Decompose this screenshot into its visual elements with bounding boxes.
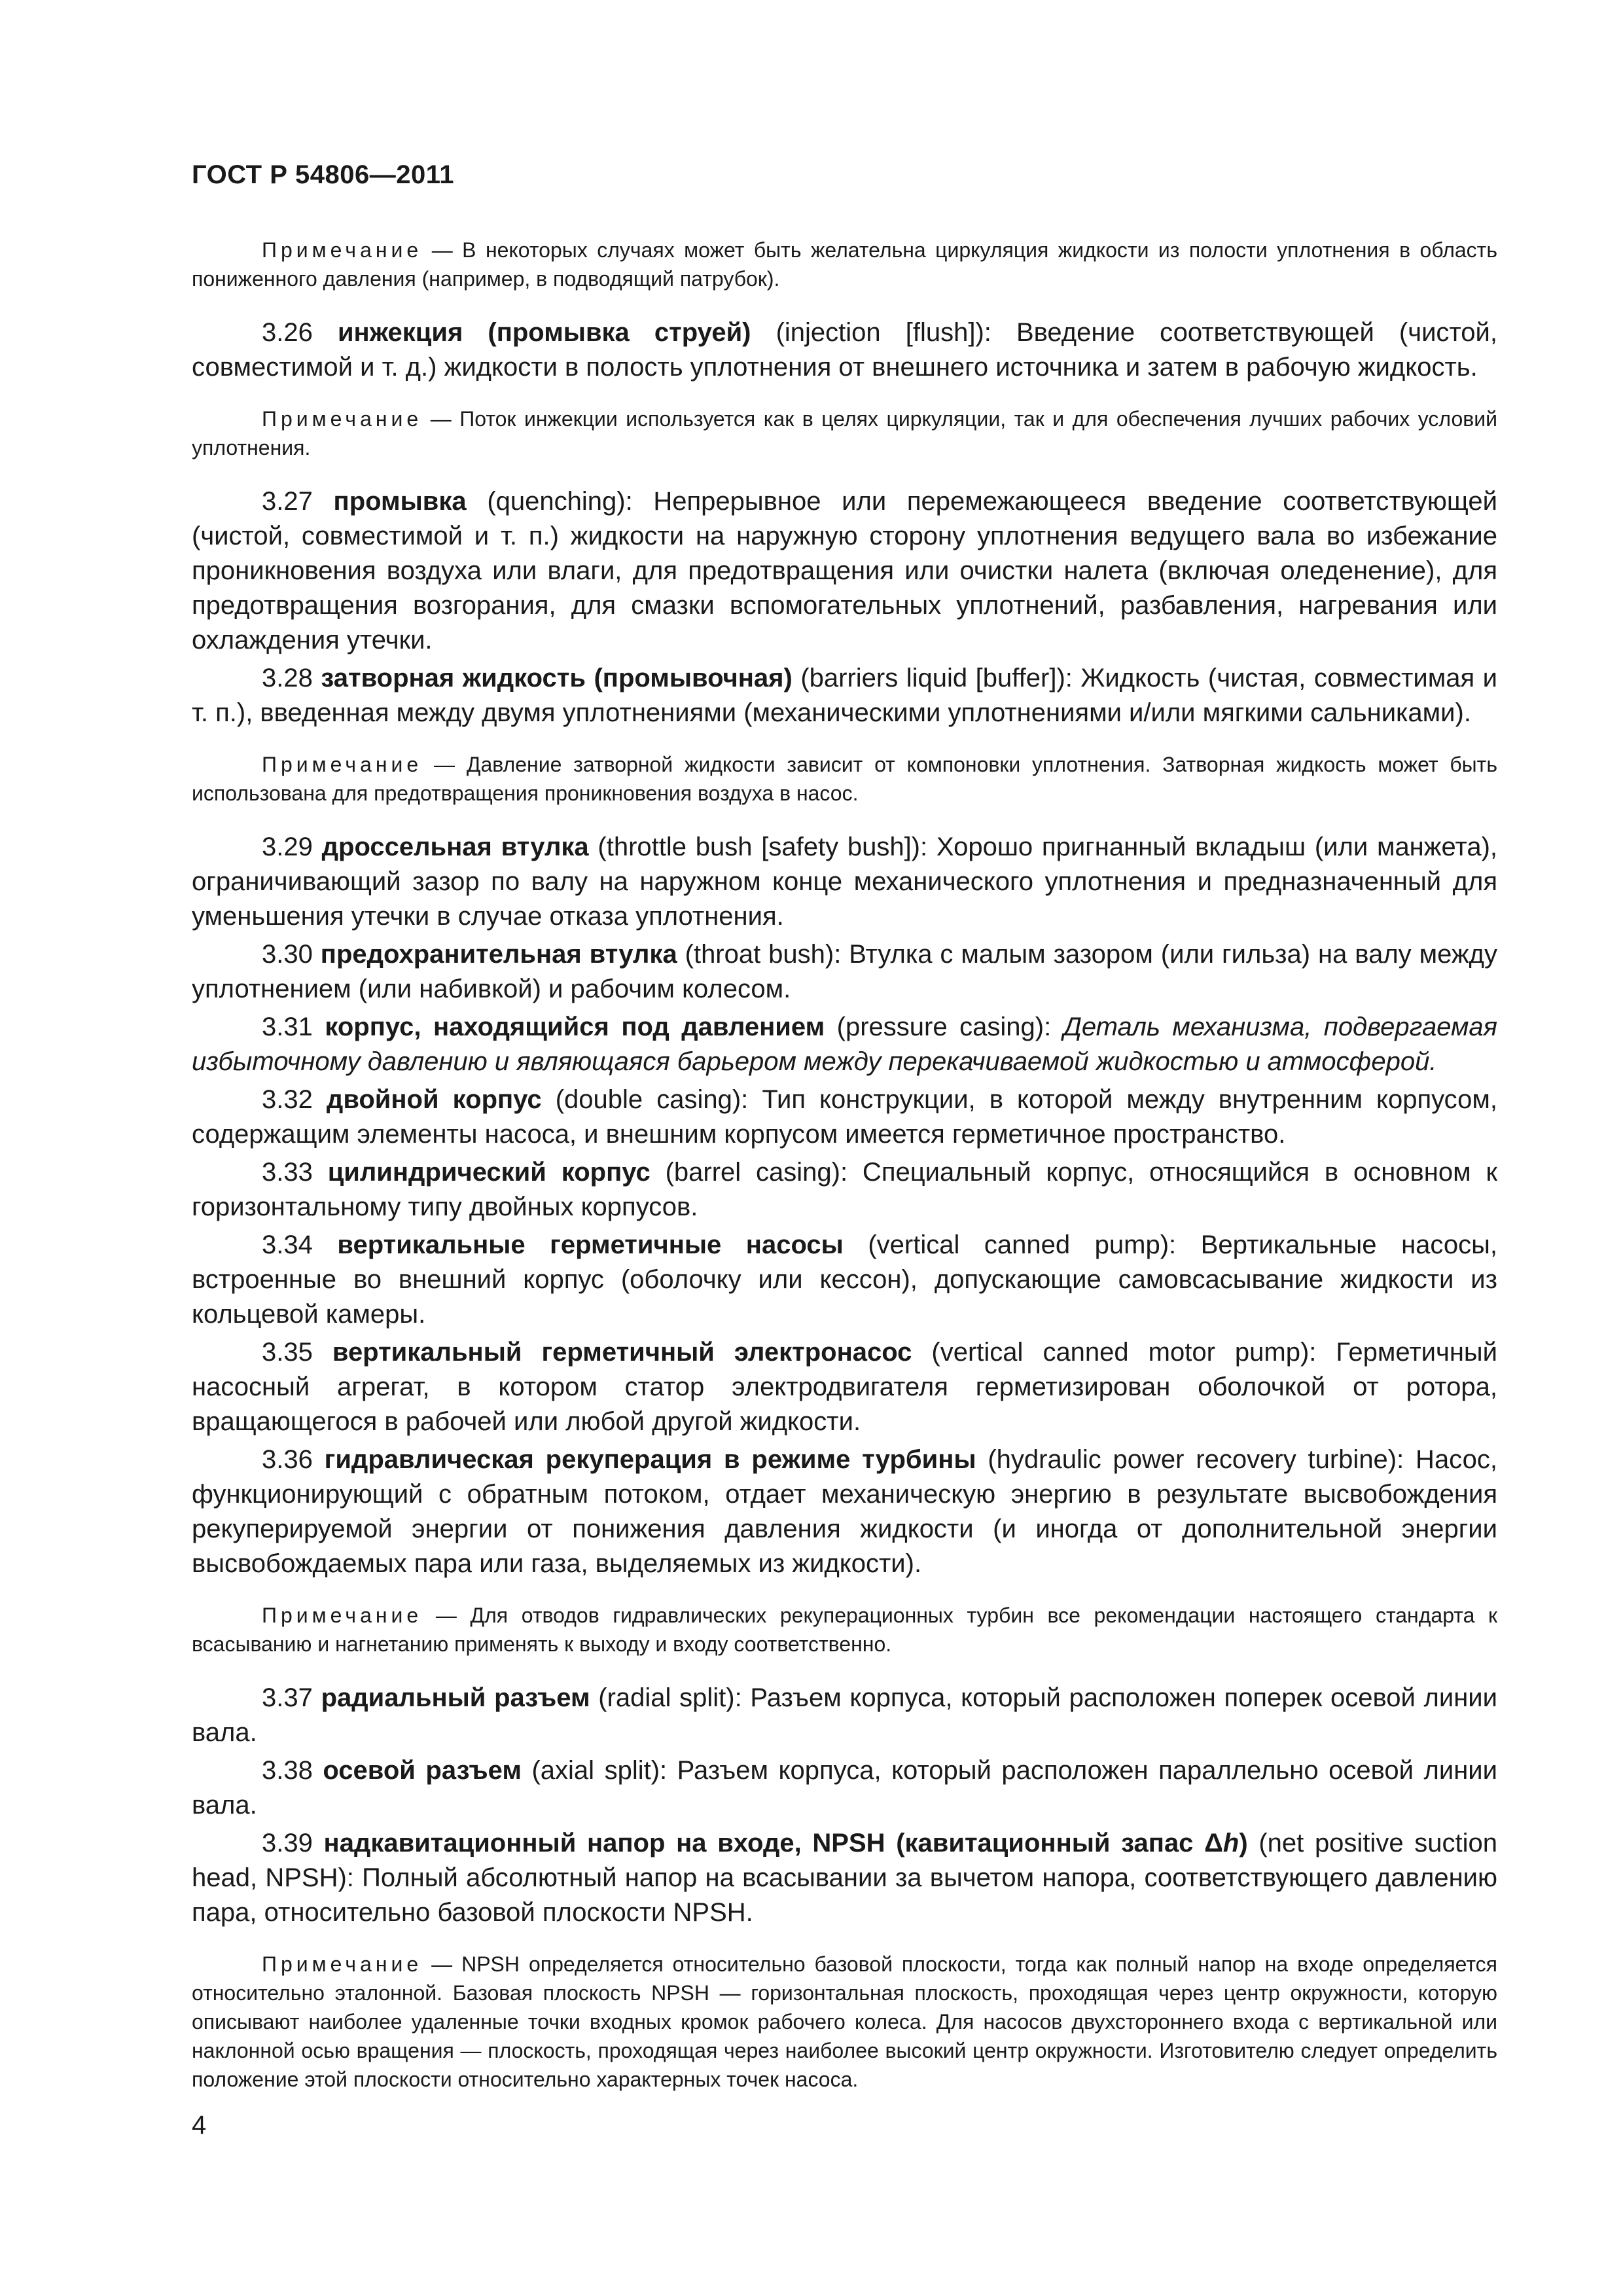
note-paragraph [192,750,1497,808]
term-number: 3.37 [262,1683,313,1712]
term-definition: (hydraulic power recovery turbine): Насос, функционирующий с обратным потоком, отдает механическую энергию в результате высвобождения рекуперируемой энергии от понижения давления жидкости (и иногда от дополнительной энергии высвобождаемых пара или газа, выделяемых из жидкости). [192,1445,1497,1578]
term-name: цилиндрический корпус [327,1158,651,1187]
note-text: — Поток инжекции используется как в целях циркуляции, так и для обеспечения лучших рабочих условий уплотнения. [192,407,1498,459]
term-3-26 [192,315,1497,385]
term-name: затворная жидкость (промывочная) [321,664,793,692]
term-number: 3.26 [262,318,313,347]
term-3-28 [192,661,1497,730]
term-number: 3.33 [262,1158,313,1187]
note-text: — NPSH определяется относительно базовой плоскости, тогда как полный напор на входе определяется относительно эталонной. Базовая плоскость NPSH — горизонтальная плоскость, проходящая через центр окружности, которую описывают наиболее удаленные точки входных кромок рабочего колеса. Для насосов двухстороннего входа с вертикальной или наклонной осью вращения — плоскость, проходящая через наиболее высокий центр окружности. Изготовителю следует определить положение этой плоскости относительно характерных точек насоса. [192,1952,1497,2091]
term-definition: (throttle bush [safety bush]): Хорошо пригнанный вкладыш (или манжета), ограничивающий зазор по валу на наружном конце механического уплотнения и предназначенный для уменьшения утечки в случае отказа уплотнения. [192,833,1498,931]
term-number: 3.35 [262,1338,313,1367]
term-name: вертикальные герметичные насосы [337,1230,844,1259]
term-name: двойной корпус [326,1085,542,1114]
term-name-end: ) [1239,1829,1248,1857]
term-number: 3.36 [262,1445,313,1474]
term-number: 3.28 [262,664,313,692]
note-paragraph [192,1950,1497,2094]
term-number: 3.39 [262,1829,313,1857]
term-name: предохранительная втулка [320,940,677,969]
term-definition: (vertical canned pump): Вертикальные насосы, встроенные во внешний корпус (оболочку или кессон), допускающие самовсасывание жидкости из кольцевой камеры. [192,1230,1497,1329]
note-label: Примечание [262,1952,423,1976]
term-definition: (injection [flush]): Введение соответствующей (чистой, совместимой и т. д.) жидкости в полость уплотнения от внешнего источника и затем в рабочую жидкость. [192,318,1497,382]
term-name: корпус, находящийся под давлением [325,1013,825,1041]
term-3-34 [192,1228,1497,1332]
page-content [192,236,1497,2116]
term-number: 3.27 [262,487,313,516]
term-name: промывка [333,487,467,516]
note-paragraph [192,1601,1497,1659]
term-3-35 [192,1335,1497,1439]
term-3-38 [192,1753,1497,1823]
note-text: — Для отводов гидравлических рекуперационных турбин все рекомендации настоящего стандарта к всасыванию и нагнетанию применять к выходу и входу соответственно. [192,1604,1498,1656]
note-text: — Давление затворной жидкости зависит от компоновки уплотнения. Затворная жидкость может быть использована для предотвращения проникновения воздуха в насос. [192,753,1497,805]
term-name: радиальный разъем [321,1683,590,1712]
term-definition: (quenching): Непрерывное или перемежающееся введение соответствующей (чистой, совместимой и т. п.) жидкости на наружную сторону уплотнения ведущего вала во избежание проникновения воздуха или влаги, для предотвращения или очистки налета (включая оледенение), для предотвращения возгорания, для смазки вспомогательных уплотнений, разбавления, нагревания или охлаждения утечки. [192,487,1497,655]
term-name: гидравлическая рекуперация в режиме турбины [324,1445,976,1474]
note-text: — В некоторых случаях может быть желательна циркуляция жидкости из полости уплотнения в область пониженного давления (например, в подводящий патрубок). [192,238,1498,291]
term-definition: (barriers liquid [buffer]): Жидкость (чистая, совместимая и т. п.), введенная между двумя уплотнениями (механическими уплотнениями и/или мягкими сальниками). [192,664,1498,727]
term-number: 3.31 [262,1013,313,1041]
term-3-30 [192,937,1497,1007]
term-name-text: надкавитационный напор на входе, NPSH (кавитационный запас Δ [323,1829,1223,1857]
term-definition: (pressure casing): [825,1013,1063,1041]
note-label: Примечание [262,407,423,431]
note-label: Примечание [262,753,423,776]
term-3-31 [192,1010,1497,1079]
term-definition: (axial split): Разъем корпуса, который расположен параллельно осевой линии вала. [192,1756,1497,1820]
term-definition: (net positive suction head, NPSH): Полный абсолютный напор на всасывании за вычетом напора, соответствующего давлению пара, относительно базовой плоскости NPSH. [192,1829,1497,1927]
term-name-italic: h [1222,1829,1240,1857]
term-definition: (radial split): Разъем корпуса, который расположен поперек осевой линии вала. [192,1683,1497,1747]
term-definition: (double casing): Тип конструкции, в которой между внутренним корпусом, содержащим элементы насоса, и внешним корпусом имеется герметичное пространство. [192,1085,1497,1149]
term-definition: (barrel casing): Специальный корпус, относящийся в основном к горизонтальному типу двойных корпусов. [192,1158,1497,1221]
term-3-36 [192,1443,1497,1581]
note-paragraph [192,236,1497,293]
term-number: 3.32 [262,1085,313,1114]
term-number: 3.38 [262,1756,313,1785]
term-definition: (throat bush): Втулка с малым зазором (или гильза) на валу между уплотнением (или набивкой) и рабочим колесом. [192,940,1497,1003]
term-definition-italic: Деталь механизма, подвергаемая избыточному давлению и являющаяся барьером между перекачиваемой жидкостью и атмосферой. [192,1013,1498,1076]
term-number: 3.34 [262,1230,313,1259]
term-3-33 [192,1155,1497,1225]
term-name: осевой разъем [323,1756,522,1785]
note-label: Примечание [262,238,423,262]
page-header-standard-number: ГОСТ Р 54806—2011 [192,160,454,189]
term-number: 3.29 [262,833,313,861]
page-number: 4 [192,2111,207,2140]
term-name: инжекция (промывка струей) [337,318,751,347]
term-3-29 [192,830,1497,934]
term-name: вертикальный герметичный электронасос [332,1338,912,1367]
term-definition: (vertical canned motor pump): Герметичный насосный агрегат, в котором статор электродвигателя герметизирован оболочкой от ротора, вращающегося в рабочей или любой другой жидкости. [192,1338,1498,1436]
term-3-37 [192,1681,1497,1750]
term-name: дроссельная втулка [321,833,589,861]
term-3-27 [192,484,1497,658]
term-name [324,1829,1248,1857]
note-label: Примечание [262,1604,423,1627]
term-3-32 [192,1083,1497,1152]
note-paragraph [192,404,1497,462]
term-3-39 [192,1826,1497,1930]
term-number: 3.30 [262,940,313,969]
